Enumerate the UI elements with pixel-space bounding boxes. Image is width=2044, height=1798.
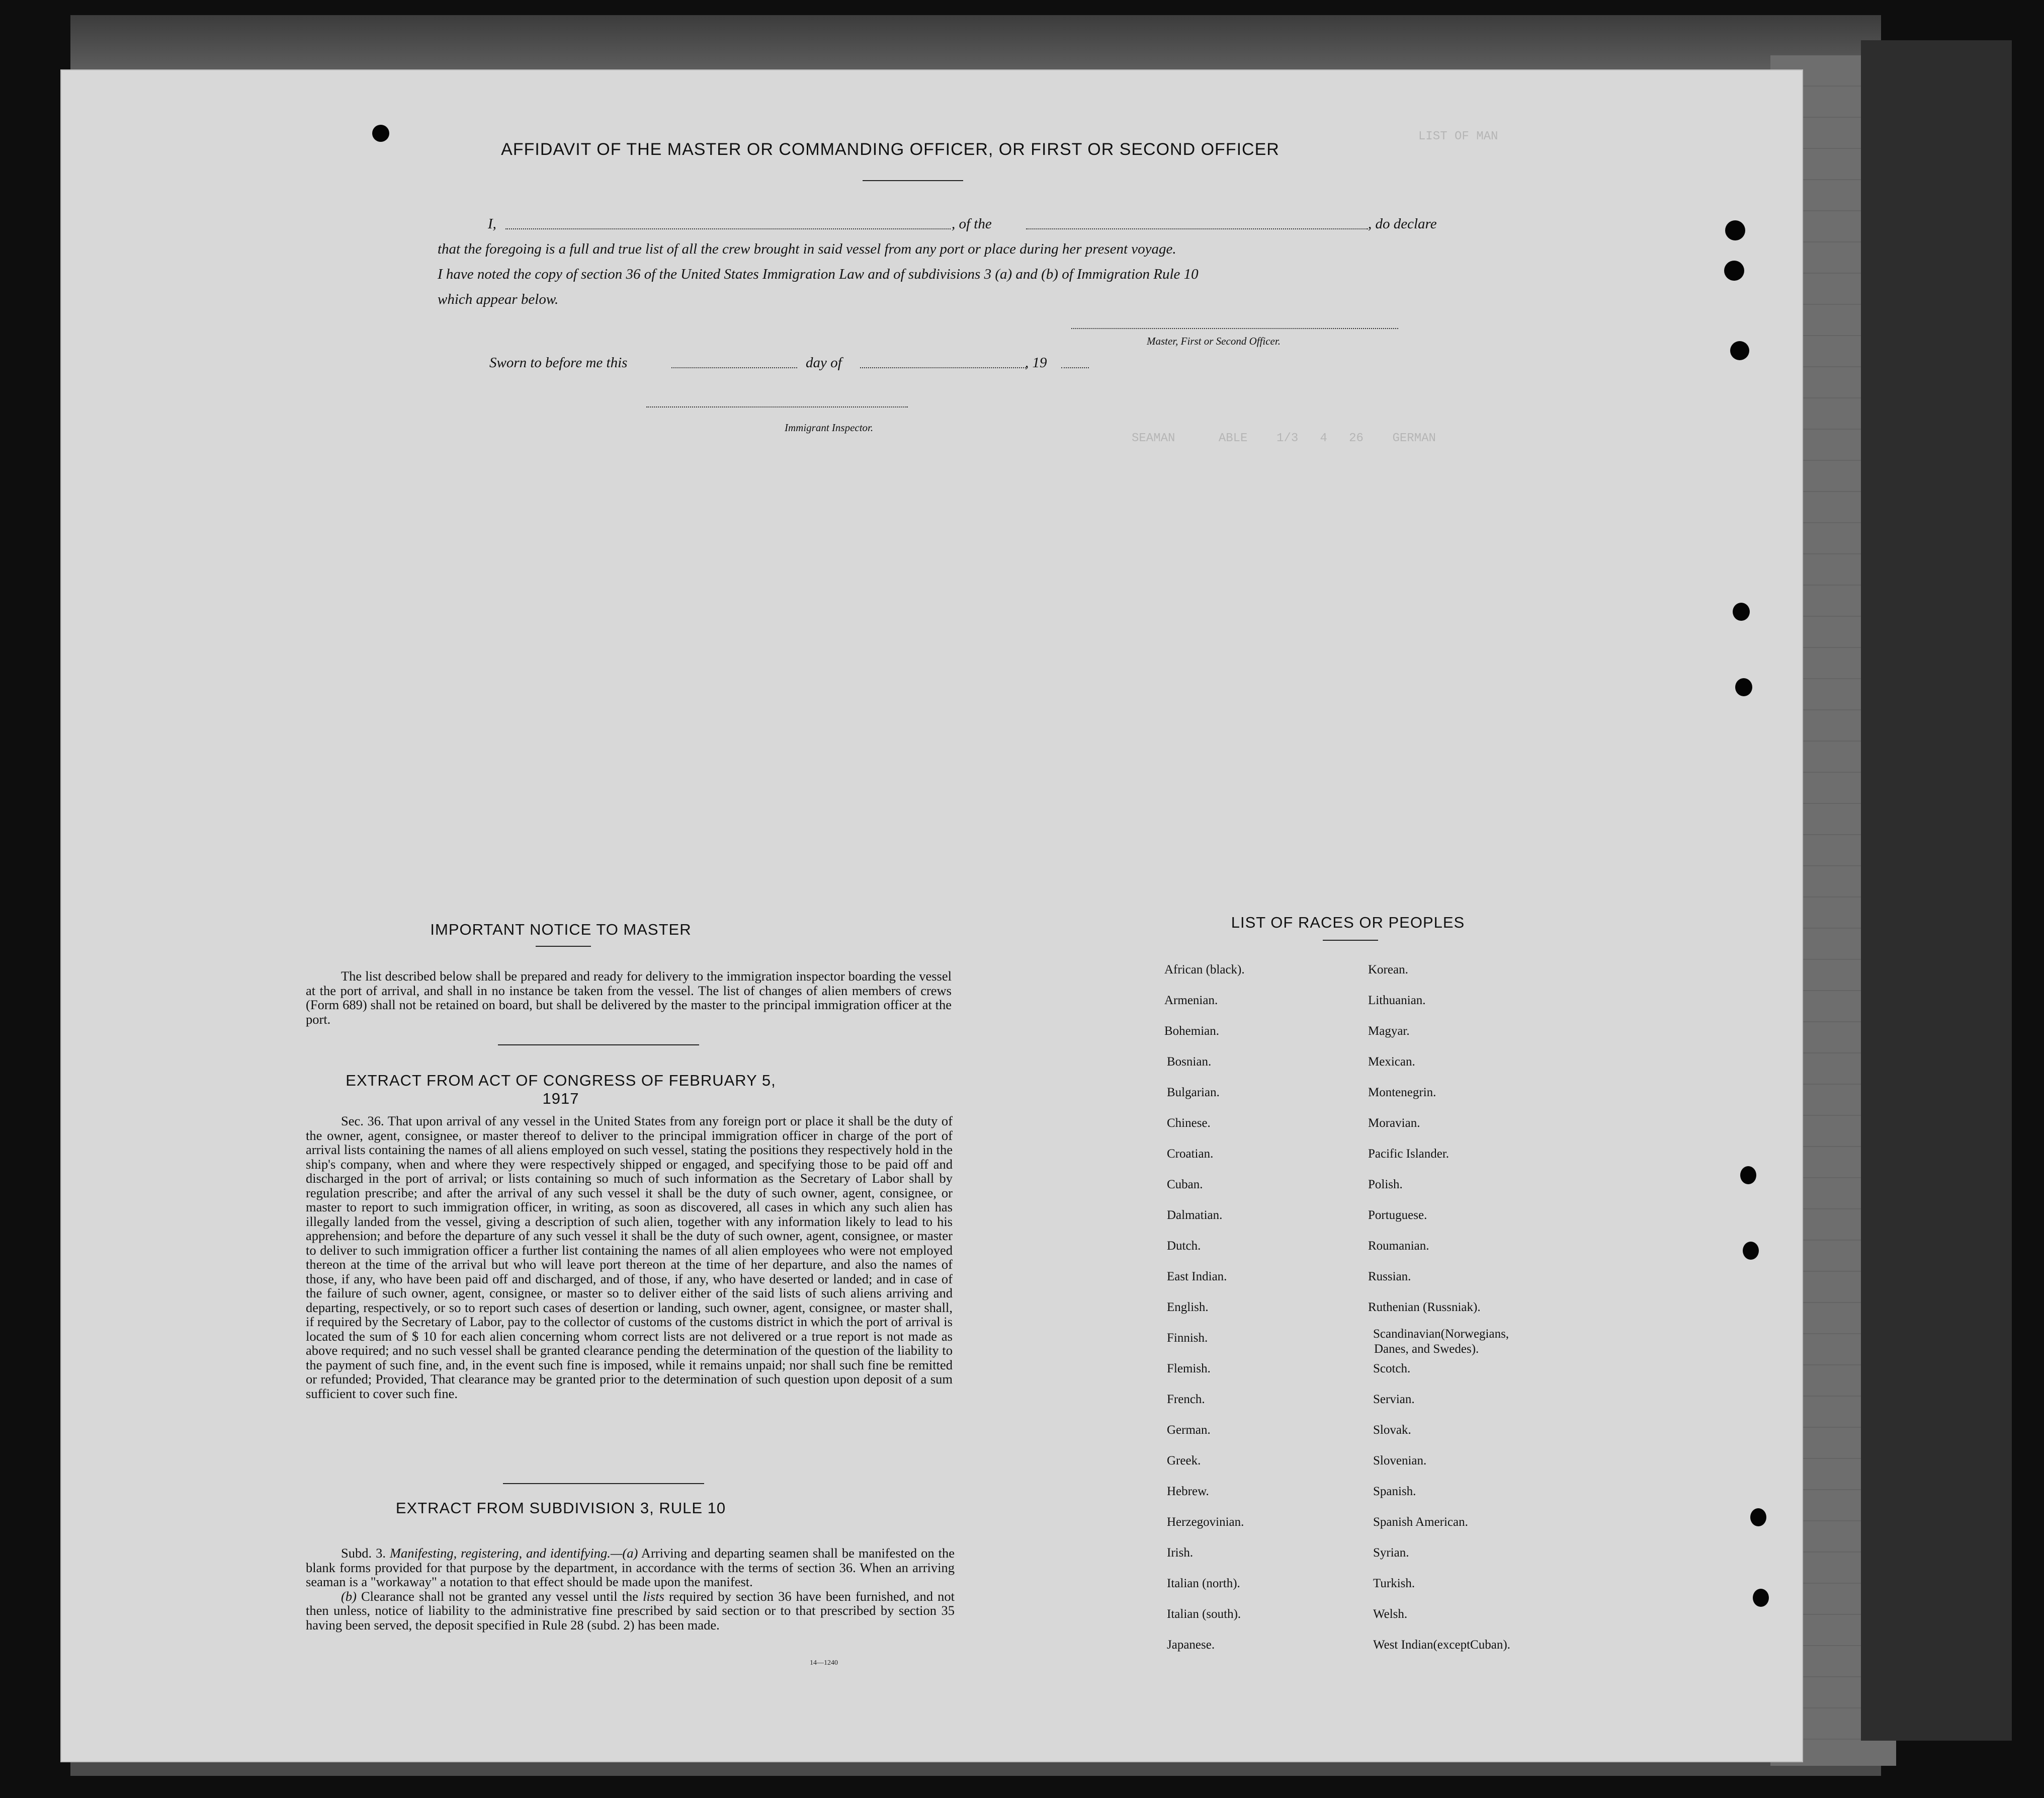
affidavit-heading: AFFIDAVIT OF THE MASTER OR COMMANDING OFFICER, OR FIRST OR SECOND OFFICER <box>501 140 1280 159</box>
notice-heading-rule <box>536 946 591 947</box>
act-paragraph: Sec. 36. That upon arrival of any vessel in the United States from any foreign port or place it shall be the duty of the owner, agent, consignee, or master thereof to deliver to the principal immigration officer in charge of the port of arrival lists containing the names of all aliens employed on such vessel, stating the positions they respectively hold in the ship's company, when and where they were respectively shipped or engaged, and specifying those to be paid off and discharged in the port of arrival; or lists containing so much of such information as the Secretary of Labor shall by regulation prescribe; and after the arrival of any such vessel it shall be the duty of such owner, agent, consignee, or master to report to such immigration officer, in writing, as soon as discovered, all cases in which any such alien has illegally landed from the vessel, giving a description of such alien, together with any information likely to lead to his apprehension; and before the departure of any such vessel it shall be the duty of such owner, agent, consignee, or master to deliver to such immigration officer a further list containing the names of all alien employees who were not employed thereon at the time of the arrival but who will leave port thereon at the time of her departure, and also the names of those, if any, who have been paid off and discharged, and of those, if any, who have deserted or landed; and in case of the failure of such owner, agent, consignee, or master so to deliver either of the said lists of such aliens arriving and departing, respectively, or so to report such cases of desertion or landing, such owner, agent, consignee, or master shall, if required by the Secretary of Labor, pay to the collector of customs of the customs district in which the port of arrival is located the sum of $ 10 for each alien concerning whom correct lists are not delivered or a true report is not made as above required; and no such vessel shall be granted clearance pending the determination of the question of the liability to the payment of such fine, and, in the event such fine is imposed, while it remains unpaid; nor shall such fine be remitted or refunded; Provided, That clearance may be granted prior to the determination of such question upon deposit of a sum sufficient to cover such fine. <box>306 1113 953 1401</box>
punch-hole <box>1724 261 1744 281</box>
race-item: Scotch. <box>1373 1362 1411 1375</box>
affidavit-line-4: which appear below. <box>438 291 559 307</box>
rule-b-lead: (b) <box>341 1588 357 1604</box>
affidavit-of-the: , of the <box>952 216 992 232</box>
race-item: Bosnian. <box>1167 1055 1212 1069</box>
form-number: 14—1240 <box>810 1659 838 1667</box>
race-item: Welsh. <box>1373 1607 1408 1621</box>
race-item: Flemish. <box>1167 1362 1211 1375</box>
race-item: Spanish. <box>1373 1485 1416 1498</box>
rule-a-title: Manifesting, registering, and identifying.—(a) <box>389 1545 638 1561</box>
race-item: Finnish. <box>1167 1331 1208 1345</box>
punch-hole <box>1753 1589 1769 1607</box>
bleed-through-text: SEAMAN ABLE 1/3 4 26 GERMAN <box>1132 432 1436 445</box>
sworn-year-prefix: , 19 <box>1025 355 1047 371</box>
notice-text <box>306 969 952 1026</box>
punch-hole <box>372 125 389 142</box>
race-item: Slovenian. <box>1373 1454 1427 1467</box>
act-heading: EXTRACT FROM ACT OF CONGRESS OF FEBRUARY 5, 1917 <box>346 1072 776 1107</box>
race-item: French. <box>1167 1393 1205 1406</box>
race-item: Hebrew. <box>1167 1485 1209 1498</box>
master-signature-blank[interactable] <box>1071 328 1398 329</box>
sworn-day-blank[interactable] <box>671 367 797 368</box>
notice-paragraph: The list described below shall be prepared and ready for delivery to the immigration inspector boarding the vessel at the port of arrival, and shall in no instance be taken from the vessel. The list of changes of alien members of crews (Form 689) shall not be retained on board, but shall be delivered by the master to the principal immigration officer at the port. <box>306 968 952 1027</box>
race-item: Roumanian. <box>1368 1239 1429 1253</box>
races-heading: LIST OF RACES OR PEOPLES <box>1231 914 1465 931</box>
race-item: Turkish. <box>1373 1577 1415 1590</box>
heading-rule <box>863 180 963 181</box>
race-item: Russian. <box>1368 1270 1411 1283</box>
race-item: Syrian. <box>1373 1546 1409 1560</box>
rule-paragraph-b <box>306 1589 955 1632</box>
background-sheet-edge <box>70 15 1881 70</box>
act-text <box>306 1114 953 1401</box>
race-item: Armenian. <box>1164 994 1218 1007</box>
race-item: German. <box>1167 1423 1211 1437</box>
race-item: Greek. <box>1167 1454 1201 1467</box>
notice-heading: IMPORTANT NOTICE TO MASTER <box>430 921 692 938</box>
race-item: Moravian. <box>1368 1116 1420 1130</box>
race-item: West Indian(exceptCuban). <box>1373 1638 1510 1652</box>
affidavit-declare: , do declare <box>1368 216 1437 232</box>
rule-a-lead: Subd. 3. <box>341 1545 390 1561</box>
race-item-continuation: Danes, and Swedes). <box>1374 1342 1479 1356</box>
sworn-text: Sworn to before me this <box>489 355 628 371</box>
rule-heading: EXTRACT FROM SUBDIVISION 3, RULE 10 <box>395 1499 726 1517</box>
race-item: Bulgarian. <box>1167 1086 1220 1099</box>
race-item: Bohemian. <box>1164 1024 1220 1038</box>
race-item: East Indian. <box>1167 1270 1227 1283</box>
race-item: Ruthenian (Russniak). <box>1368 1300 1481 1314</box>
race-item: Spanish American. <box>1373 1515 1468 1529</box>
race-item: Magyar. <box>1368 1024 1410 1038</box>
race-item: Japanese. <box>1167 1638 1215 1652</box>
affidavit-line-3: I have noted the copy of section 36 of the United States Immigration Law and of subdivisions 3 (a) and (b) of Immigration Rule 10 <box>438 266 1199 282</box>
rule-b-lists: lists <box>643 1588 664 1604</box>
race-item: Montenegrin. <box>1368 1086 1436 1099</box>
race-item: Korean. <box>1368 963 1408 976</box>
race-item: Chinese. <box>1167 1116 1211 1130</box>
race-item: African (black). <box>1164 963 1245 976</box>
race-item: Polish. <box>1368 1178 1403 1191</box>
sworn-day-of: day of <box>806 355 842 371</box>
race-item: Scandinavian(Norwegians, <box>1373 1327 1509 1341</box>
race-item: Cuban. <box>1167 1178 1203 1191</box>
race-item: Irish. <box>1167 1546 1194 1560</box>
bleed-through-header: LIST OF MAN <box>1418 130 1498 143</box>
affidavit-i: I, <box>488 216 496 232</box>
race-item: Dalmatian. <box>1167 1208 1223 1222</box>
race-item: Lithuanian. <box>1368 994 1426 1007</box>
race-item: Slovak. <box>1373 1423 1411 1437</box>
punch-hole <box>1743 1242 1759 1260</box>
race-item: Dutch. <box>1167 1239 1201 1253</box>
inspector-signature-blank[interactable] <box>646 406 908 407</box>
name-blank[interactable] <box>505 228 951 229</box>
punch-hole <box>1750 1508 1766 1526</box>
race-item: Pacific Islander. <box>1368 1147 1450 1161</box>
race-item: Mexican. <box>1368 1055 1415 1069</box>
punch-hole <box>1730 341 1749 360</box>
race-item: English. <box>1167 1300 1209 1314</box>
rule-b-body-2: required by section 36 have been furnished, and not then unless, notice of liability to the administrative fine prescribed by said section or to that prescribed by section 35 having been served, the deposit specified in Rule 28 (subd. 2) has been made. <box>306 1588 955 1632</box>
section-divider <box>503 1483 704 1484</box>
race-item: Portuguese. <box>1368 1208 1427 1222</box>
sworn-year-blank[interactable] <box>1061 367 1089 368</box>
punch-hole <box>1725 220 1745 240</box>
race-item: Servian. <box>1373 1393 1415 1406</box>
rule-a-body: Arriving and departing seamen shall be manifested on the blank forms provided for that purpose by the department, in accordance with the terms of section 36. When an arriving seaman is a "workaway" a notation to that effect should be made upon the manifest. <box>306 1545 955 1589</box>
sworn-month-blank[interactable] <box>860 367 1026 368</box>
race-item: Herzegovinian. <box>1167 1515 1244 1529</box>
race-item: Croatian. <box>1167 1147 1214 1161</box>
background-binder <box>1861 40 2012 1741</box>
race-item: Italian (north). <box>1167 1577 1240 1590</box>
rule-text <box>306 1546 955 1632</box>
race-item: Italian (south). <box>1167 1607 1241 1621</box>
punch-hole <box>1740 1166 1756 1184</box>
master-signature-label: Master, First or Second Officer. <box>1147 335 1281 347</box>
rule-b-body-1: Clearance shall not be granted any vessel until the <box>356 1588 643 1604</box>
punch-hole <box>1733 603 1750 621</box>
inspector-label: Immigrant Inspector. <box>785 422 874 434</box>
affidavit-line-2: that the foregoing is a full and true list of all the crew brought in said vessel from any port or place during her present voyage. <box>438 241 1176 257</box>
punch-hole <box>1735 678 1752 696</box>
races-heading-rule <box>1323 940 1378 941</box>
section-divider <box>498 1044 699 1045</box>
vessel-blank[interactable] <box>1026 228 1368 229</box>
document-page <box>60 69 1803 1762</box>
rule-paragraph-a <box>306 1546 955 1589</box>
